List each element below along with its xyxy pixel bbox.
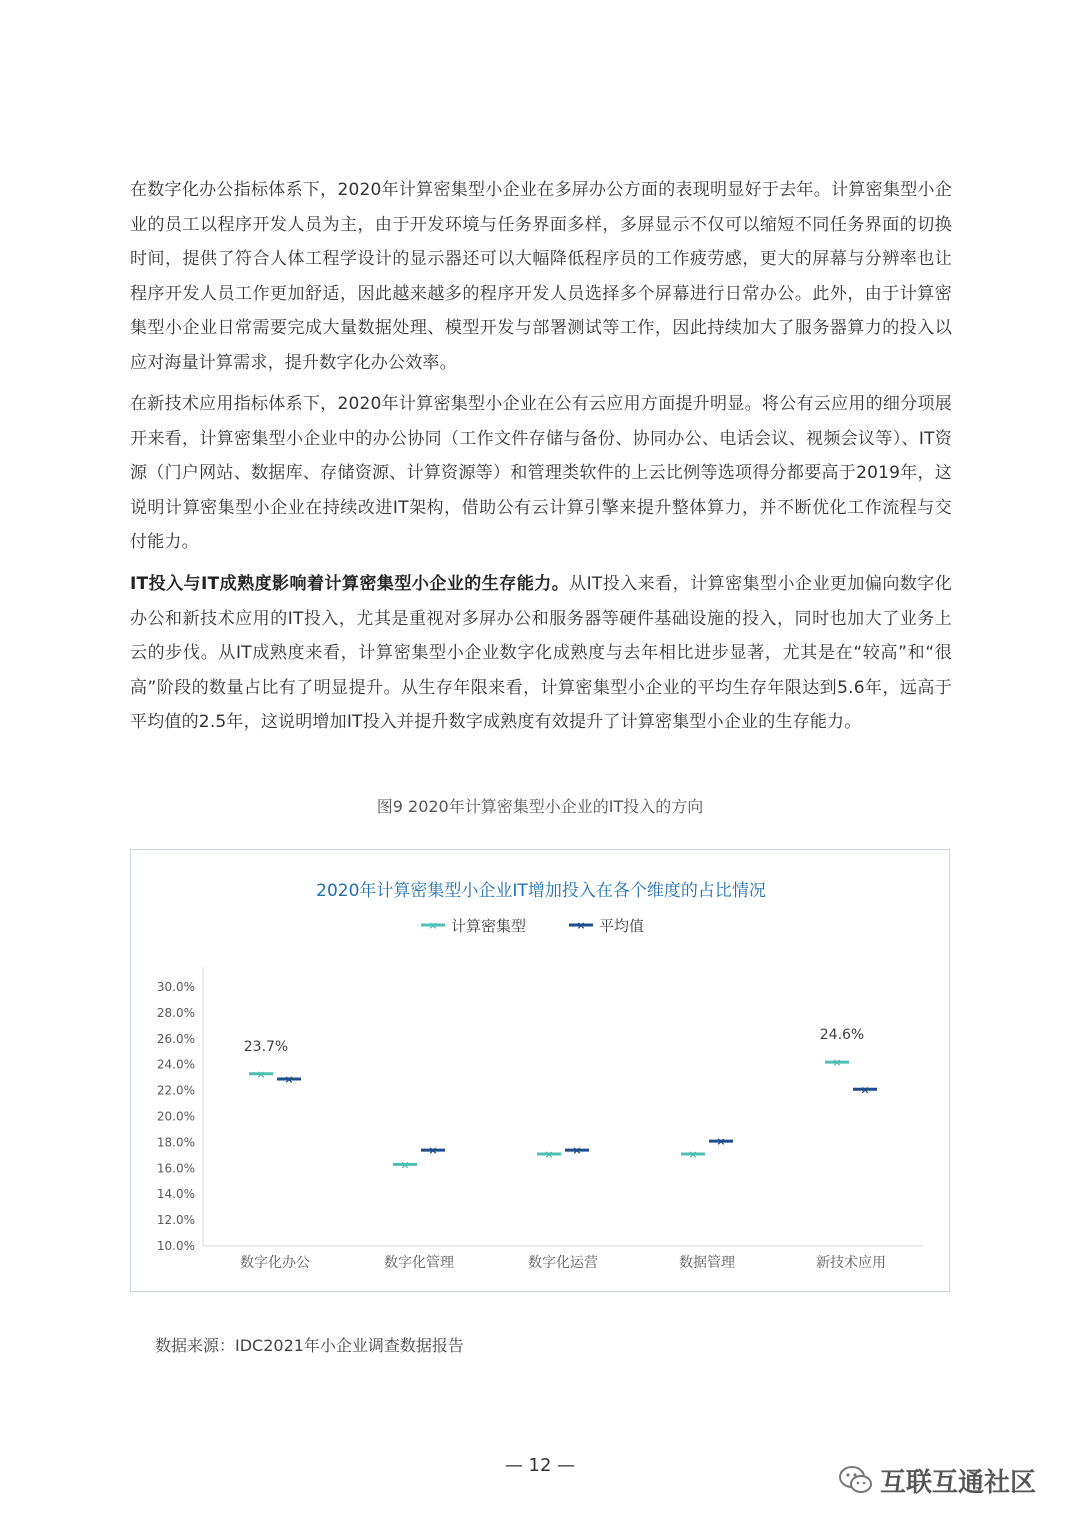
figure-caption: 图9 2020年计算密集型小企业的IT投入的方向 (376, 797, 704, 816)
data-point-0-marker: × (544, 1148, 554, 1162)
data-point-0-marker: × (256, 1067, 266, 1081)
y-tick-label: 24.0% (156, 1057, 195, 1072)
data-label: 24.6% (819, 1027, 865, 1044)
data-label: 23.7% (243, 1038, 289, 1055)
data-point-1-marker: × (860, 1083, 870, 1097)
data-point-1-marker: × (572, 1144, 582, 1158)
paragraph-body: 从IT投入来看，计算密集型小企业更加偏向数字化办公和新技术应用的IT投入，尤其是重视对多屏办公和服务器等硬件基础设施的投入，同时也加大了业务上云的步伐。从IT成熟度来看，计算密集型小企业数字化成熟度与去年相比进步显著，尤其是在“较高”和“很高”阶段的数量占比有了明显提升。从生存年限来看，计算密集型小企业的平均生存年限达到5.6年，远高于平均值的2.5年，这说明增加IT投入并提升数字成熟度有效提升了计算密集型小企业的生存能力。 (130, 574, 952, 732)
data-point-0-marker: × (400, 1158, 410, 1172)
data-point-0-marker: × (688, 1148, 698, 1162)
y-tick-label: 16.0% (156, 1161, 195, 1176)
page-number: — 12 — (504, 1455, 576, 1476)
paragraph-bold-lead: IT投入与IT成熟度影响着计算密集型小企业的生存能力。 (130, 574, 570, 594)
y-tick-label: 22.0% (156, 1083, 195, 1098)
chart-title: 2020年计算密集型小企业IT增加投入在各个维度的占比情况 (316, 881, 766, 901)
watermark (838, 1460, 1058, 1500)
x-tick-label: 数字化办公 (240, 1255, 310, 1271)
wechat-icon (838, 1464, 874, 1496)
x-tick-label: 数字化运营 (528, 1255, 598, 1271)
paragraph-it-investment (130, 567, 952, 740)
y-tick-label: 30.0% (156, 980, 195, 994)
watermark-text: 互联互通社区 (880, 1467, 1037, 1498)
y-tick-label: 26.0% (156, 1031, 195, 1046)
y-tick-label: 12.0% (156, 1213, 195, 1228)
x-tick-label: 数字化管理 (384, 1255, 454, 1271)
data-point-1-marker: × (428, 1144, 438, 1158)
y-tick-label: 14.0% (156, 1187, 195, 1202)
chart-container (130, 849, 950, 1292)
x-tick-label: 数据管理 (679, 1255, 735, 1271)
y-tick-label: 10.0% (156, 1239, 195, 1253)
y-tick-label: 20.0% (156, 1109, 195, 1124)
y-tick-label: 28.0% (156, 1005, 195, 1020)
data-source: 数据来源：IDC2021年小企业调查数据报告 (155, 1336, 464, 1355)
legend-marker-1: × (576, 919, 586, 932)
paragraph-new-tech: 在新技术应用指标体系下，2020年计算密集型小企业在公有云应用方面提升明显。将公有云应用的细分项展开来看，计算密集型小企业中的办公协同（工作文件存储与备份、协同办公、电话会议、视频会议等）、IT资源（门户网站、数据库、存储资源、计算资源等）和管理类软件的上云比例等选项得分都要高于2019年，这说明计算密集型小企业在持续改进IT架构，借助公有云计算引擎来提升整体算力，并不断优化工作流程与交付能力。 (130, 394, 952, 552)
data-point-1-marker: × (284, 1072, 294, 1086)
data-point-0-marker: × (832, 1056, 842, 1070)
chart-svg (131, 850, 951, 1293)
data-point-1-marker: × (716, 1135, 726, 1149)
y-tick-label: 18.0% (156, 1135, 195, 1150)
x-tick-label: 新技术应用 (816, 1255, 886, 1271)
legend-label-1: 平均值 (599, 917, 645, 935)
legend-marker-0: × (428, 919, 438, 932)
paragraph-digital-office: 在数字化办公指标体系下，2020年计算密集型小企业在多屏办公方面的表现明显好于去年。计算密集型小企业的员工以程序开发人员为主，由于开发环境与任务界面多样，多屏显示不仅可以缩短不同任务界面的切换时间，提供了符合人体工程学设计的显示器还可以大幅降低程序员的工作疲劳感，更大的屏幕与分辨率也让程序开发人员工作更加舒适，因此越来越多的程序开发人员选择多个屏幕进行日常办公。此外，由于计算密集型小企业日常需要完成大量数据处理、模型开发与部署测试等工作，因此持续加大了服务器算力的投入以应对海量计算需求，提升数字化办公效率。 (130, 180, 952, 373)
legend-label-0: 计算密集型 (451, 917, 527, 935)
